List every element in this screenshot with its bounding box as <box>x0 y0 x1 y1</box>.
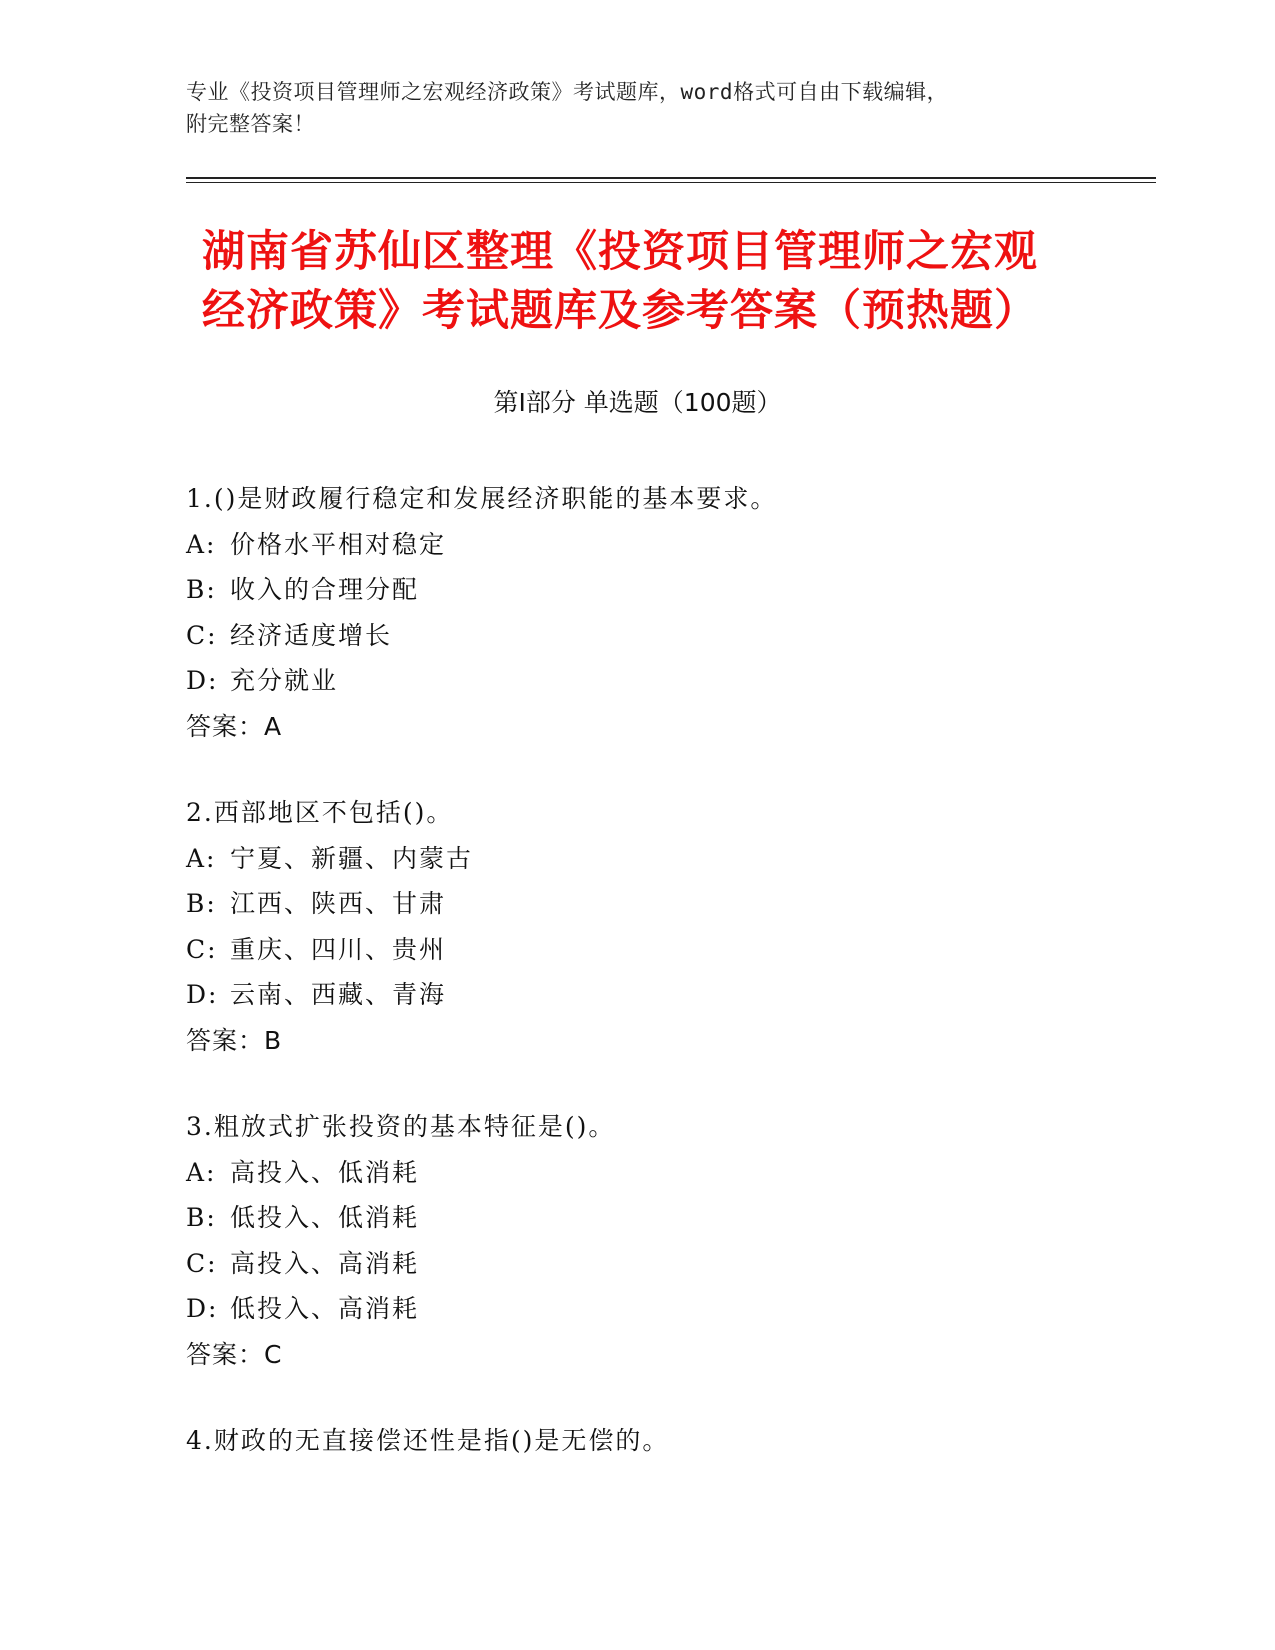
option-key: B: <box>186 889 217 918</box>
document-title-line-1: 湖南省苏仙区整理《投资项目管理师之宏观 <box>202 227 1038 277</box>
option-b <box>186 881 1106 927</box>
question-1 <box>186 476 1106 749</box>
answer-line: 答案：C <box>186 1339 283 1369</box>
option-text: 江西、陕西、甘肃 <box>230 889 447 918</box>
document-title-line-2: 经济政策》考试题库及参考答案（预热题） <box>202 286 1038 336</box>
option-a <box>186 522 1106 568</box>
option-text: 宁夏、新疆、内蒙古 <box>230 843 474 873</box>
header-note <box>186 76 1086 140</box>
section-heading: 第Ⅰ部分 单选题（100题） <box>493 388 782 417</box>
document-title <box>202 223 1102 341</box>
option-key: B: <box>186 1203 217 1232</box>
option-text: 经济适度增长 <box>230 620 393 650</box>
option-text: 充分就业 <box>230 666 339 695</box>
option-key: A: <box>186 843 217 873</box>
option-key: B: <box>186 575 217 604</box>
question-stem: 2.西部地区不包括()。 <box>186 798 454 827</box>
option-key: A: <box>186 529 217 559</box>
question-2 <box>186 790 1106 1063</box>
option-text: 低投入、高消耗 <box>230 1294 420 1323</box>
option-d <box>186 658 1106 704</box>
option-text: 云南、西藏、青海 <box>230 980 447 1009</box>
header-divider-thin <box>186 182 1156 183</box>
question-list <box>186 476 1106 1505</box>
option-a <box>186 1150 1106 1196</box>
option-key: D: <box>186 666 219 695</box>
question-4 <box>186 1418 1106 1464</box>
option-a <box>186 836 1106 882</box>
question-stem: 1.()是财政履行稳定和发展经济职能的基本要求。 <box>186 484 778 513</box>
option-text: 重庆、四川、贵州 <box>230 934 447 964</box>
question-stem: 4.财政的无直接偿还性是指()是无偿的。 <box>186 1426 670 1455</box>
option-key: C: <box>186 620 218 650</box>
option-text: 低投入、低消耗 <box>230 1203 420 1232</box>
option-key: C: <box>186 934 218 964</box>
option-text: 高投入、低消耗 <box>230 1157 420 1187</box>
option-key: C: <box>186 1248 218 1278</box>
option-key: A: <box>186 1157 217 1187</box>
header-note-line-1: 专业《投资项目管理师之宏观经济政策》考试题库，word格式可自由下载编辑， <box>186 80 949 104</box>
option-c <box>186 927 1106 973</box>
option-b <box>186 1195 1106 1241</box>
option-key: D: <box>186 980 219 1009</box>
option-key: D: <box>186 1294 219 1323</box>
option-b <box>186 567 1106 613</box>
answer-line: 答案：A <box>186 711 283 741</box>
option-c <box>186 1241 1106 1287</box>
question-3 <box>186 1104 1106 1377</box>
header-divider-thick <box>186 177 1156 179</box>
option-text: 价格水平相对稳定 <box>230 529 447 559</box>
option-d <box>186 1286 1106 1332</box>
answer-line: 答案：B <box>186 1025 283 1055</box>
question-stem: 3.粗放式扩张投资的基本特征是()。 <box>186 1112 616 1141</box>
option-text: 高投入、高消耗 <box>230 1248 420 1278</box>
option-c <box>186 613 1106 659</box>
option-text: 收入的合理分配 <box>230 575 420 604</box>
header-note-line-2: 附完整答案！ <box>186 112 315 136</box>
option-d <box>186 972 1106 1018</box>
